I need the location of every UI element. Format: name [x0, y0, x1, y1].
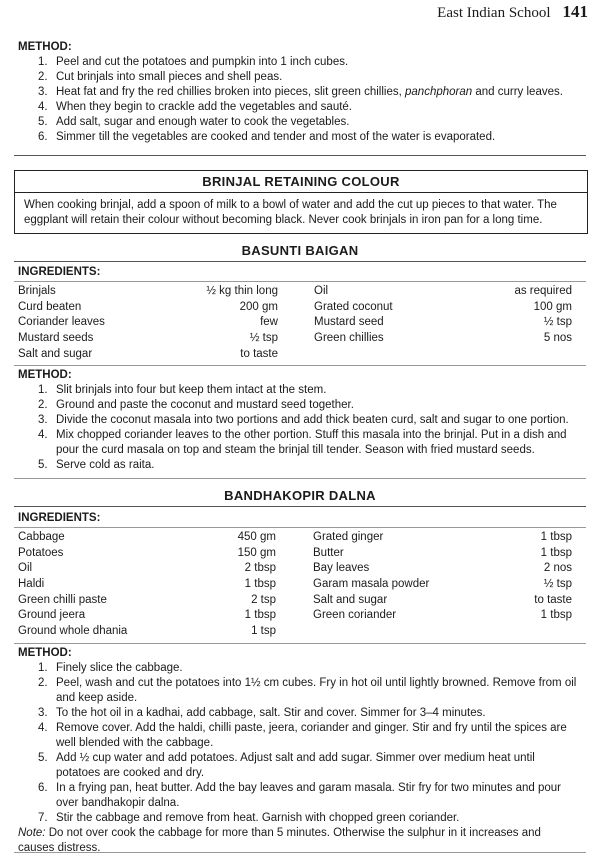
title-underline: [14, 506, 586, 507]
ingredients-underline: [14, 527, 586, 528]
method-step: 5. Add ½ cup water and add potatoes. Adjust salt and add sugar. Simmer over medium heat until potatoes are cooked and dry.: [38, 752, 535, 779]
ingredients-table: [18, 284, 578, 364]
recipe-title: BANDHAKOPIR DALNA: [224, 488, 376, 503]
ingredient-row: Bay leaves 2 nos: [313, 562, 572, 575]
recipe2-method: [18, 646, 578, 856]
ingredient-row: Oil 2 tbsp: [18, 562, 276, 575]
method-step: 1. Slit brinjals into four but keep them intact at the stem.: [38, 384, 327, 396]
method-label: METHOD:: [18, 369, 72, 381]
ingredient-row: Oil as required: [314, 285, 572, 297]
ingredient-row: Butter 1 tbsp: [313, 546, 572, 559]
italic-term: panchphoran: [405, 86, 473, 98]
ingredient-row: Brinjals ½ kg thin long: [18, 285, 278, 297]
section-divider: [14, 478, 586, 479]
ingredient-row: Cabbage 450 gm: [18, 531, 276, 543]
ingredient-row: Haldi 1 tbsp: [18, 578, 276, 591]
ingredients-right-column: [313, 530, 572, 624]
method-label: METHOD:: [18, 647, 72, 659]
method-steps: [18, 383, 584, 473]
ingredients-table: [18, 530, 578, 642]
title-underline: [14, 261, 586, 262]
ingredients-label: INGREDIENTS:: [18, 512, 101, 524]
ingredient-row: Mustard seed ½ tsp: [314, 316, 572, 329]
ingredient-row: Green chilli paste 2 tsp: [18, 593, 276, 606]
tip-box-body: When cooking brinjal, add a spoon of milk to a bowl of water and add the cut up pieces to that water. The eggplant will retain their colour without becoming black. Never cook brinjals in iron pan for a long time.: [24, 199, 557, 226]
note-text: Do not over cook the cabbage for more than 5 minutes. Otherwise the sulphur in it increases and causes distress.: [18, 827, 541, 854]
ingredients-left-column: [18, 530, 276, 640]
method-step: 1. Finely slice the cabbage.: [38, 662, 183, 674]
ingredient-row: Grated ginger 1 tbsp: [313, 531, 572, 543]
ingredient-row: Grated coconut 100 gm: [314, 300, 572, 313]
ingredient-row: Green coriander 1 tbsp: [313, 609, 572, 622]
method-step: 6. Simmer till the vegetables are cooked and tender and most of the water is evaporated.: [38, 131, 496, 143]
ingredient-row: Mustard seeds ½ tsp: [18, 332, 278, 345]
section-divider: [14, 365, 586, 366]
ingredients-left-column: [18, 284, 278, 362]
section-divider: [14, 643, 586, 644]
method-step: 2. Cut brinjals into small pieces and shell peas.: [38, 71, 283, 83]
chapter-running-title: East Indian School: [437, 5, 551, 21]
ingredient-row: Ground jeera 1 tbsp: [18, 609, 276, 622]
method-steps: [18, 661, 578, 826]
method-step: 4. Remove cover. Add the haldi, chilli paste, jeera, coriander and ginger. Stir and fry until the spices are well blended with the cabbage.: [38, 722, 567, 749]
method-step: 1. Peel and cut the potatoes and pumpkin into 1 inch cubes.: [38, 56, 349, 68]
page-number: 141: [562, 2, 588, 21]
ingredient-row: Salt and sugar to taste: [18, 347, 278, 360]
method-top-section: [18, 40, 584, 145]
method-step: 3. To the hot oil in a kadhai, add cabbage, salt. Stir and cover. Simmer for 3–4 minutes.: [38, 707, 486, 719]
ingredients-label: INGREDIENTS:: [18, 266, 101, 278]
method-step: 6. In a frying pan, heat butter. Add the bay leaves and garam masala. Stir fry for two minutes and pour over bandhakopir dalna.: [38, 782, 562, 809]
method-top-steps: [18, 55, 584, 145]
method-step: 5. Serve cold as raita.: [38, 459, 155, 471]
running-head: [437, 4, 588, 21]
ingredient-row: Salt and sugar to taste: [313, 593, 572, 606]
method-step: 2. Ground and paste the coconut and mustard seed together.: [38, 399, 354, 411]
method-step: 5. Add salt, sugar and enough water to cook the vegetables.: [38, 116, 350, 128]
method-step: 3. Divide the coconut masala into two portions and add thick beaten curd, salt and sugar to one portion.: [38, 414, 569, 426]
recipe1-method: [18, 368, 584, 473]
ingredient-row: Green chillies 5 nos: [314, 332, 572, 345]
method-label: METHOD:: [18, 41, 72, 53]
section-divider: [14, 155, 586, 156]
page-bottom-rule: [14, 852, 586, 853]
recipe-title: BASUNTI BAIGAN: [241, 243, 359, 258]
note-label: Note:: [18, 827, 46, 839]
method-step: 2. Peel, wash and cut the potatoes into 1½ cm cubes. Fry in hot oil until lightly browned. Remove from oil and keep aside.: [38, 677, 577, 704]
ingredient-row: Coriander leaves few: [18, 316, 278, 329]
tip-box-title: BRINJAL RETAINING COLOUR: [15, 171, 587, 193]
ingredient-row: Garam masala powder ½ tsp: [313, 578, 572, 591]
method-step: 4. Mix chopped coriander leaves to the other portion. Stuff this masala into the brinjal. Put in a dish and pour the curd masala on top and steam the brinjal till tender. Season with fried mustard seeds.: [38, 429, 567, 456]
method-step: 3. Heat fat and fry the red chillies broken into pieces, slit green chillies, panchphoran and curry leaves.: [38, 86, 563, 98]
method-step: 7. Stir the cabbage and remove from heat. Garnish with chopped green coriander.: [38, 812, 460, 824]
method-step: 4. When they begin to crackle add the vegetables and sauté.: [38, 101, 353, 113]
ingredient-row: Ground whole dhania 1 tsp: [18, 625, 276, 638]
ingredient-row: Potatoes 150 gm: [18, 546, 276, 559]
ingredients-right-column: [314, 284, 572, 347]
ingredients-underline: [14, 281, 586, 282]
ingredient-row: Curd beaten 200 gm: [18, 300, 278, 313]
tip-box: [14, 170, 588, 234]
